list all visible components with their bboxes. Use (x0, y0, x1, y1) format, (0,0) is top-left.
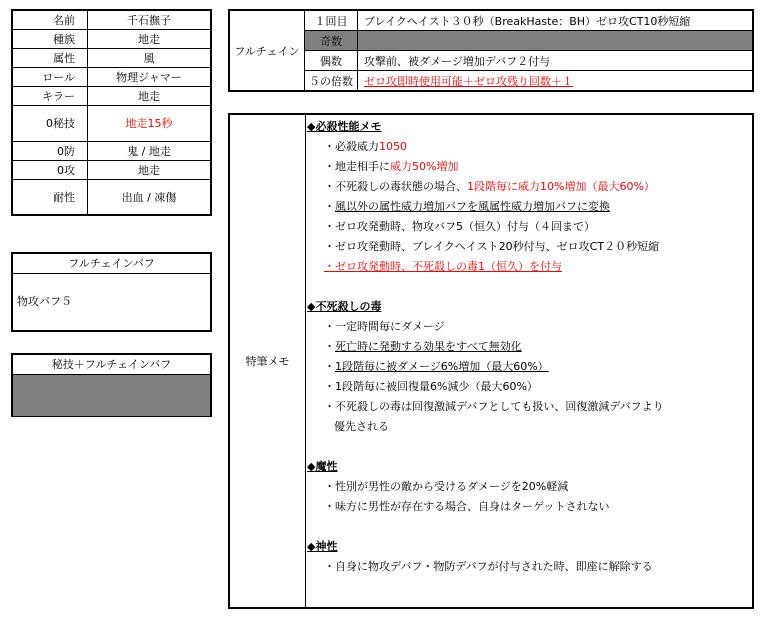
info-row (12, 29, 211, 48)
note-text: 1段階毎に威力10%増加（最大60%） (467, 180, 655, 193)
secret-fullchain-buff-box (11, 353, 212, 417)
note-text: ・ (324, 360, 335, 373)
note-line (307, 357, 752, 377)
secret-fullchain-buff-title: 秘技＋フルチェインバフ (13, 355, 210, 375)
note-text: ・味方に男性が存在する場合、自身はターゲットされない (324, 500, 610, 513)
note-section-heading (307, 297, 752, 317)
note-line (307, 177, 752, 197)
fullchain-table (228, 9, 754, 92)
info-row (12, 86, 211, 105)
note-line (307, 497, 752, 517)
note-line (307, 237, 752, 257)
info-label: ロール (12, 67, 88, 86)
info-value: 地走 (88, 29, 212, 48)
note-spacer (307, 517, 752, 537)
notes-body (307, 117, 752, 577)
note-text: ・不死殺しの毒状態の場合、 (324, 180, 467, 193)
info-label: キラー (12, 86, 88, 105)
note-text: 風以外の属性威力増加バフを風属性威力増加バフに変換 (335, 200, 610, 213)
note-text: ・ゼロ攻発動時、不死殺しの毒1（恒久）を付与 (324, 260, 562, 273)
note-text: ・1段階毎に被回復量6%減少（最大60%） (324, 380, 538, 393)
info-value: 地走 (88, 86, 212, 105)
note-line (307, 317, 752, 337)
fullchain-value (358, 31, 754, 51)
secret-fullchain-buff-body (13, 375, 210, 416)
fullchain-row (229, 51, 753, 71)
fullchain-row (229, 10, 753, 31)
info-label: 0秘技 (12, 105, 88, 141)
info-value: 出血 / 凍傷 (88, 179, 212, 215)
note-text: ・必殺威力 (324, 140, 379, 153)
note-spacer (307, 437, 752, 457)
info-row (12, 160, 211, 179)
note-line (307, 197, 752, 217)
info-row (12, 48, 211, 67)
note-text: 1050 (379, 140, 407, 153)
note-text: ・ゼロ攻発動時、物攻バフ5（恒久）付与（４回まで） (324, 220, 595, 233)
note-text: ◆魔性 (307, 460, 338, 473)
fullchain-row (229, 31, 753, 51)
fullchain-buff-box (11, 252, 212, 332)
fullchain-buff-title: フルチェインバフ (13, 254, 210, 274)
fullchain-value: ゼロ攻即時使用可能＋ゼロ攻残り回数＋１ (358, 71, 754, 92)
info-label: 耐性 (12, 179, 88, 215)
info-row (12, 141, 211, 160)
notes-panel (228, 113, 754, 609)
info-label: 0攻 (12, 160, 88, 179)
info-value: 千石撫子 (88, 10, 212, 29)
note-text: ・自身に物攻デバフ・物防デバフが付与された時、即座に解除する (324, 560, 653, 573)
info-value: 物理ジャマー (88, 67, 212, 86)
info-row (12, 179, 211, 215)
fullchain-value: 攻撃前、被ダメージ増加デバフ２付与 (358, 51, 754, 71)
info-label: 種族 (12, 29, 88, 48)
note-text: ・ゼロ攻発動時、ブレイクヘイスト20秒付与、ゼロ攻CT２０秒短縮 (324, 240, 660, 253)
fullchain-key: 偶数 (305, 51, 358, 71)
fullchain-row (229, 71, 753, 92)
note-text: ・ (324, 340, 335, 353)
info-row (12, 10, 211, 29)
note-text: ・一定時間毎にダメージ (324, 320, 445, 333)
info-value: 風 (88, 48, 212, 67)
note-text: ◆神性 (307, 540, 338, 553)
fullchain-key: ５の倍数 (305, 71, 358, 92)
note-line (307, 417, 752, 437)
note-section-heading (307, 537, 752, 557)
note-line (307, 557, 752, 577)
notes-label: 特筆メモ (230, 115, 306, 607)
note-spacer (307, 277, 752, 297)
note-text: ・ (324, 200, 335, 213)
note-section-heading (307, 117, 752, 137)
character-info-table (11, 9, 212, 216)
note-text: 1段階毎に被ダメージ6%増加（最大60%） (335, 360, 549, 373)
fullchain-value: ブレイクヘイスト３０秒（BreakHaste：BH）ゼロ攻CT10秒短縮 (358, 10, 754, 31)
info-row (12, 67, 211, 86)
note-text: 威力50%増加 (390, 160, 459, 173)
info-value: 鬼 / 地走 (88, 141, 212, 160)
note-line (307, 477, 752, 497)
note-text: ◆必殺性能メモ (307, 120, 382, 133)
note-text: ◆不死殺しの毒 (307, 300, 382, 313)
fullchain-label: フルチェイン (229, 10, 305, 91)
info-label: 名前 (12, 10, 88, 29)
info-label: 0防 (12, 141, 88, 160)
info-value: 地走15秒 (88, 105, 212, 141)
fullchain-key: １回目 (305, 10, 358, 31)
note-section-heading (307, 457, 752, 477)
note-text: ・性別が男性の敵から受けるダメージを20%軽減 (324, 480, 569, 493)
note-line (307, 337, 752, 357)
note-line (307, 217, 752, 237)
note-line (307, 137, 752, 157)
note-line (307, 377, 752, 397)
note-text: 死亡時に発動する効果をすべて無効化 (335, 340, 522, 353)
info-label: 属性 (12, 48, 88, 67)
fullchain-buff-body: 物攻バフ５ (17, 295, 72, 308)
fullchain-key: 奇数 (305, 31, 358, 51)
note-line (307, 157, 752, 177)
info-row (12, 105, 211, 141)
note-text: ・不死殺しの毒は回復激減デバフとしても扱い、回復激減デバフより (324, 400, 664, 413)
note-text: ・地走相手に (324, 160, 390, 173)
note-line (307, 397, 752, 417)
info-value: 地走 (88, 160, 212, 179)
note-line (307, 257, 752, 277)
note-text: 優先される (334, 420, 389, 433)
